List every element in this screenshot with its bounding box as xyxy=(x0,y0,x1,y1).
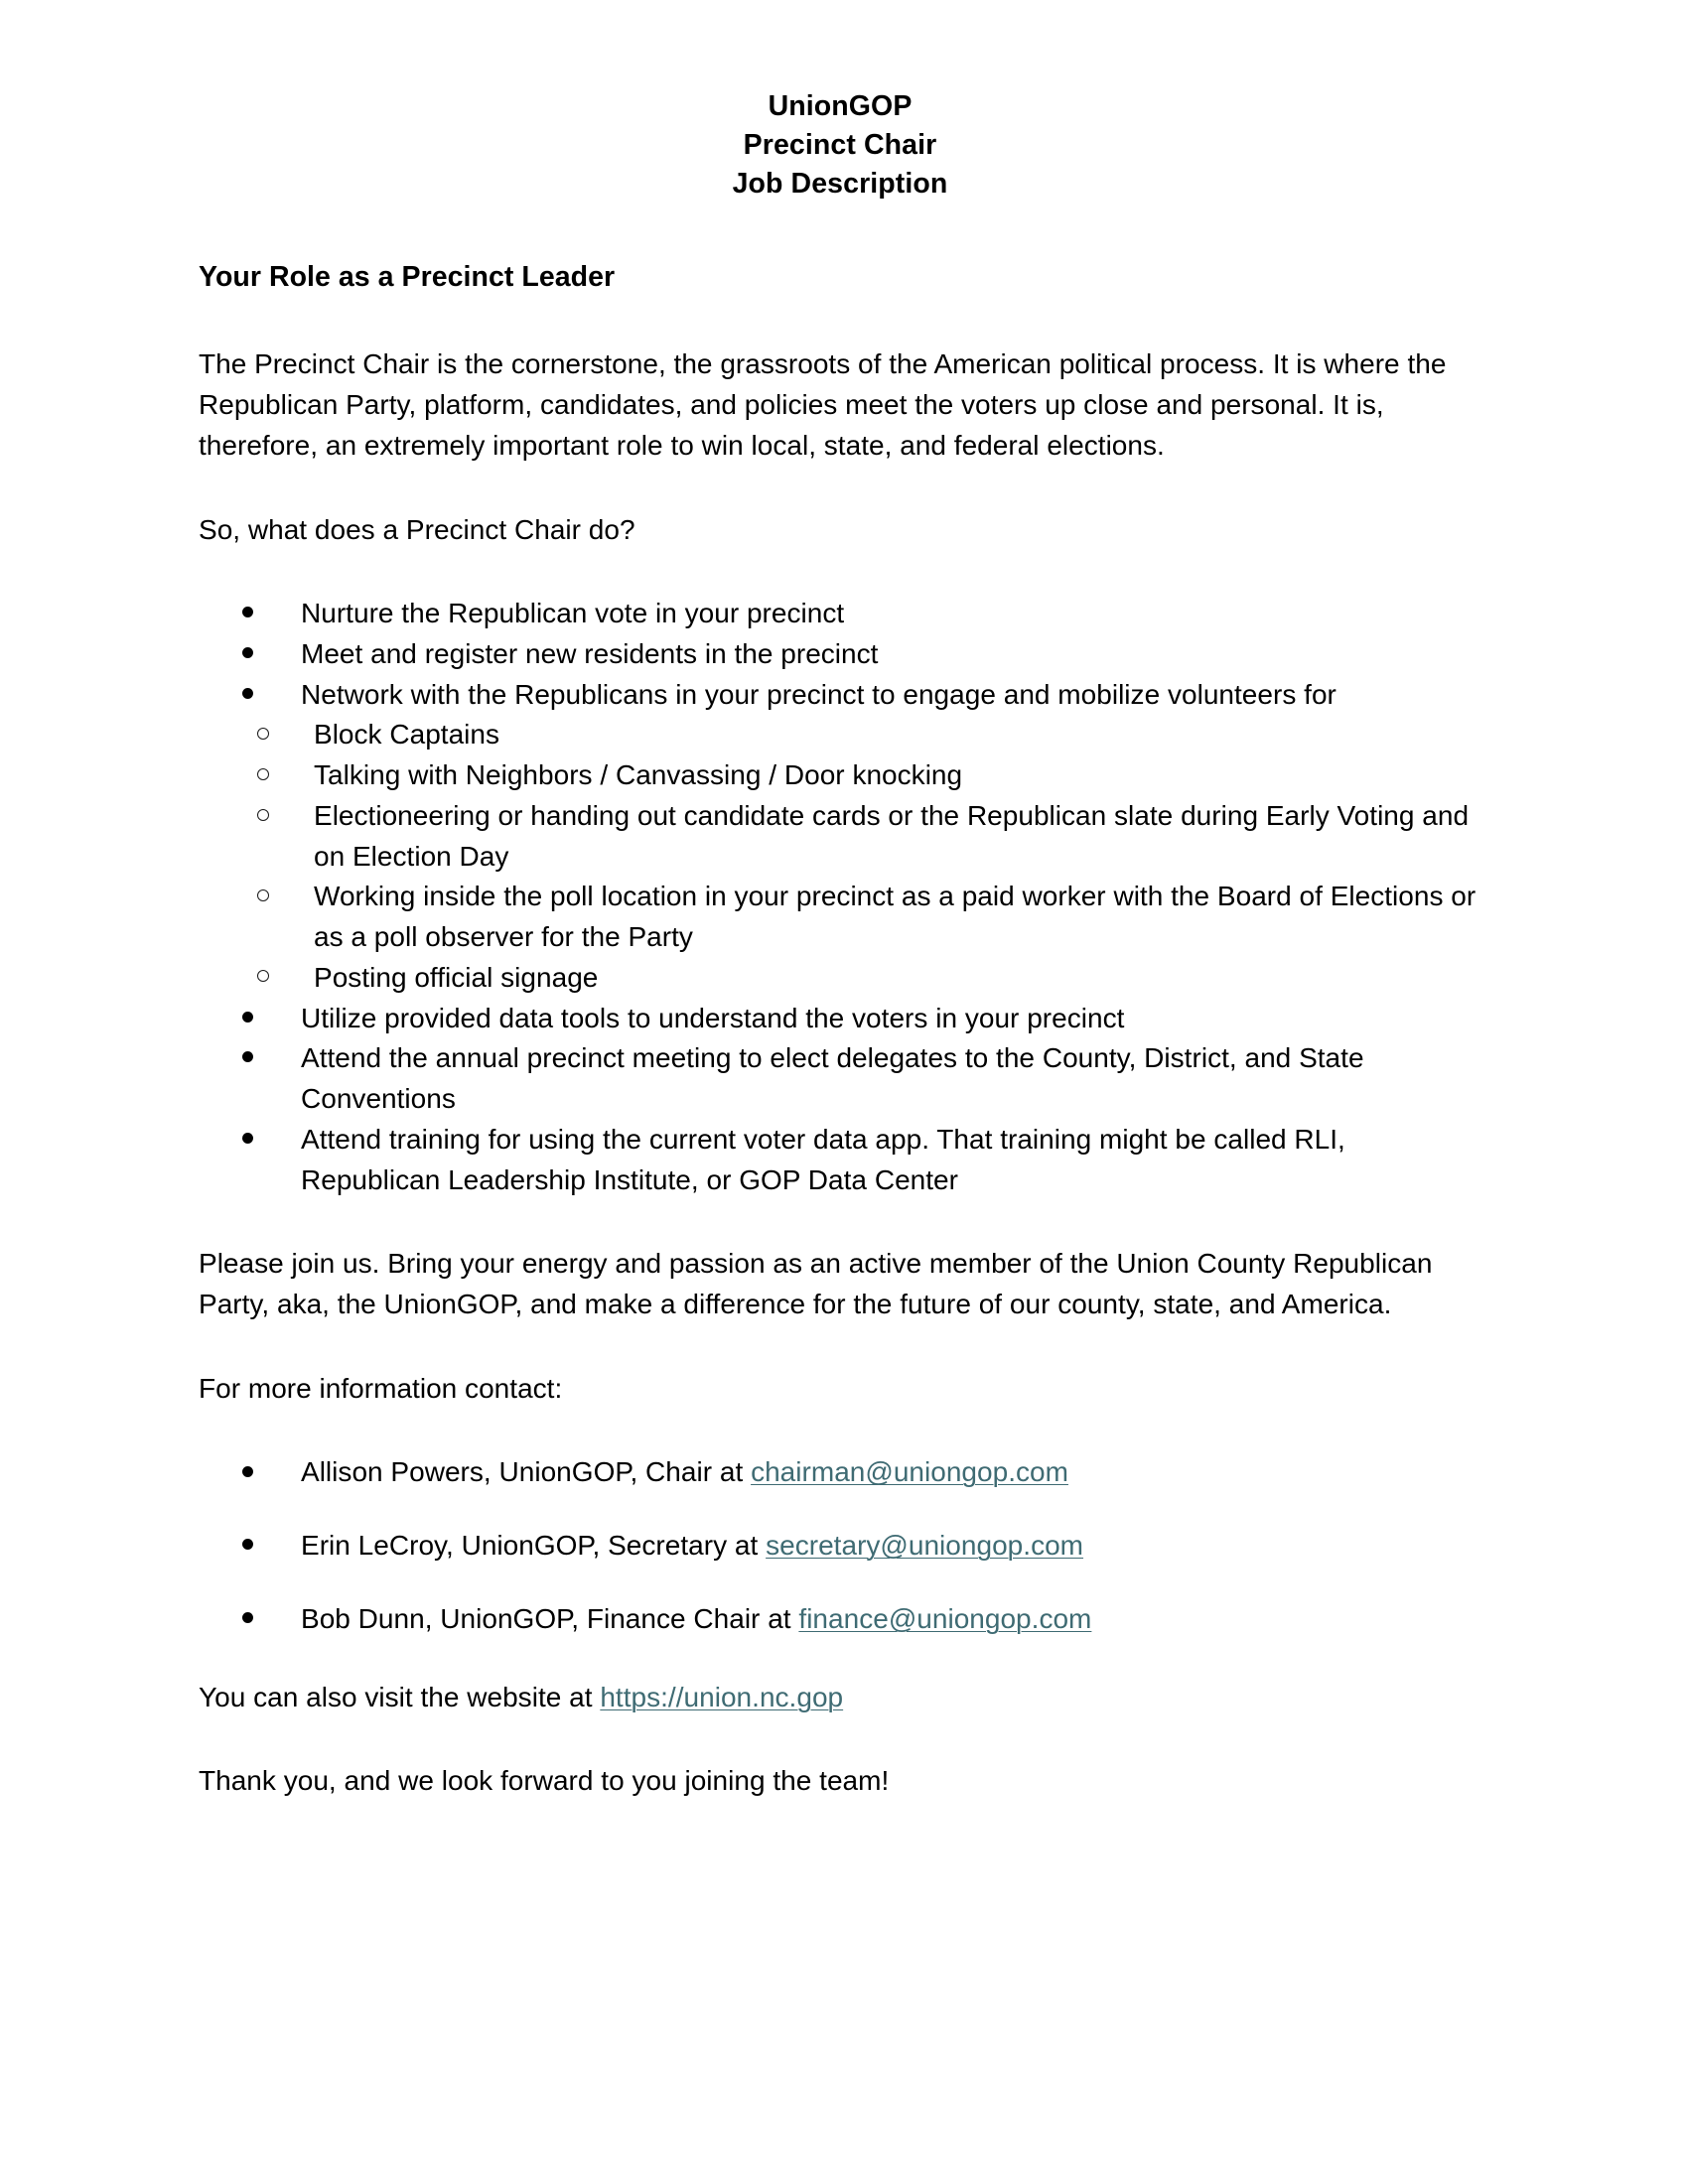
list-item-label: Utilize provided data tools to understand the voters in your precinct xyxy=(301,1002,1125,1033)
list-item xyxy=(199,1120,1489,1200)
bullet-dot-icon xyxy=(242,675,260,716)
section-heading-role: Your Role as a Precinct Leader xyxy=(199,261,616,294)
sub-list-item xyxy=(199,958,1489,999)
duties-list-continued xyxy=(199,999,1489,1201)
bullet-dot-icon xyxy=(242,594,260,634)
spacer xyxy=(199,550,1489,594)
bullet-circle-icon xyxy=(257,715,269,755)
list-item-label: Network with the Republicans in your precinct to engage and mobilize volunteers for xyxy=(301,678,1336,710)
bullet-circle-icon xyxy=(257,958,269,999)
document-body xyxy=(199,87,1489,1802)
spacer xyxy=(199,1325,1489,1369)
bullet-dot-icon xyxy=(242,634,260,675)
contact-name-role: Erin LeCroy, UnionGOP, Secretary at xyxy=(301,1530,767,1562)
contact-item-chair xyxy=(199,1452,1489,1493)
contact-item-finance-chair xyxy=(199,1599,1489,1640)
paragraph-intro: The Precinct Chair is the cornerstone, the grassroots of the American political process. It is where the Republican Party, platform, candidates, and policies meet the voters up close and personal. It is, therefore, an extremely important role to win local, state, and federal elections. xyxy=(199,348,1447,461)
sub-list-item-label: Working inside the poll location in your precinct as a paid worker with the Board of Elections or as a poll observer for the Party xyxy=(314,881,1477,953)
paragraph-question: So, what does a Precinct Chair do? xyxy=(199,513,635,545)
paragraph-website xyxy=(199,1678,1489,1718)
sub-list-item xyxy=(199,877,1489,957)
sub-list-item xyxy=(199,796,1489,877)
contact-name-role: Allison Powers, UnionGOP, Chair at xyxy=(301,1456,752,1488)
email-link-secretary[interactable]: secretary@uniongop.com xyxy=(766,1530,1084,1562)
spacer xyxy=(199,1717,1489,1761)
list-item-label: Attend the annual precinct meeting to elect delegates to the County, District, and State Conventions xyxy=(301,1042,1364,1115)
bullet-dot-icon xyxy=(242,1599,260,1640)
website-intro-text: You can also visit the website at xyxy=(199,1681,601,1712)
list-item-label: Nurture the Republican vote in your precinct xyxy=(301,598,845,629)
email-link-chairman[interactable]: chairman@uniongop.com xyxy=(751,1456,1068,1488)
contact-item-secretary xyxy=(199,1526,1489,1567)
list-item-label: Meet and register new residents in the precinct xyxy=(301,637,879,669)
duties-list xyxy=(199,594,1489,715)
list-item xyxy=(199,999,1489,1039)
email-link-finance[interactable]: finance@uniongop.com xyxy=(798,1602,1092,1634)
bullet-circle-icon xyxy=(257,755,269,796)
list-item xyxy=(199,634,1489,675)
paragraph-contact-intro: For more information contact: xyxy=(199,1372,563,1404)
document-title xyxy=(191,87,1489,203)
spacer xyxy=(199,467,1489,510)
bullet-circle-icon xyxy=(257,796,269,837)
bullet-dot-icon xyxy=(242,999,260,1039)
paragraph-closing: Please join us. Bring your energy and passion as an active member of the Union County Republican Party, aka, the UnionGOP, and make a difference for the future of our county, state, and America. xyxy=(199,1248,1433,1319)
sub-list-item-label: Talking with Neighbors / Canvassing / Door knocking xyxy=(314,759,963,791)
title-line-organization: UnionGOP xyxy=(768,90,913,122)
list-item-label: Attend training for using the current voter data app. That training might be called RLI, Republican Leadership Institute, or GOP Data Center xyxy=(301,1123,1345,1195)
website-link[interactable]: https://union.nc.gop xyxy=(600,1681,844,1712)
sub-list-item-label: Block Captains xyxy=(314,719,500,751)
sub-list-item-label: Posting official signage xyxy=(314,961,599,993)
bullet-circle-icon xyxy=(257,877,269,917)
title-line-doctype: Job Description xyxy=(732,167,948,200)
sub-list-item xyxy=(199,755,1489,796)
paragraph-thank-you: Thank you, and we look forward to you joining the team! xyxy=(199,1765,890,1797)
contact-list xyxy=(199,1452,1489,1639)
list-item xyxy=(199,1038,1489,1119)
title-line-position: Precinct Chair xyxy=(743,128,937,161)
spacer xyxy=(199,1200,1489,1244)
sub-list-item-label: Electioneering or handing out candidate cards or the Republican slate during Early Voting and on Election Day xyxy=(314,799,1470,872)
sub-list-item xyxy=(199,715,1489,755)
volunteer-roles-list xyxy=(199,715,1489,998)
bullet-dot-icon xyxy=(242,1526,260,1567)
list-item xyxy=(199,594,1489,634)
spacer xyxy=(199,296,1489,344)
bullet-dot-icon xyxy=(242,1120,260,1160)
spacer xyxy=(199,1640,1489,1678)
contact-name-role: Bob Dunn, UnionGOP, Finance Chair at xyxy=(301,1602,799,1634)
bullet-dot-icon xyxy=(242,1452,260,1493)
list-item xyxy=(199,675,1489,716)
spacer xyxy=(199,1409,1489,1452)
bullet-dot-icon xyxy=(242,1038,260,1079)
